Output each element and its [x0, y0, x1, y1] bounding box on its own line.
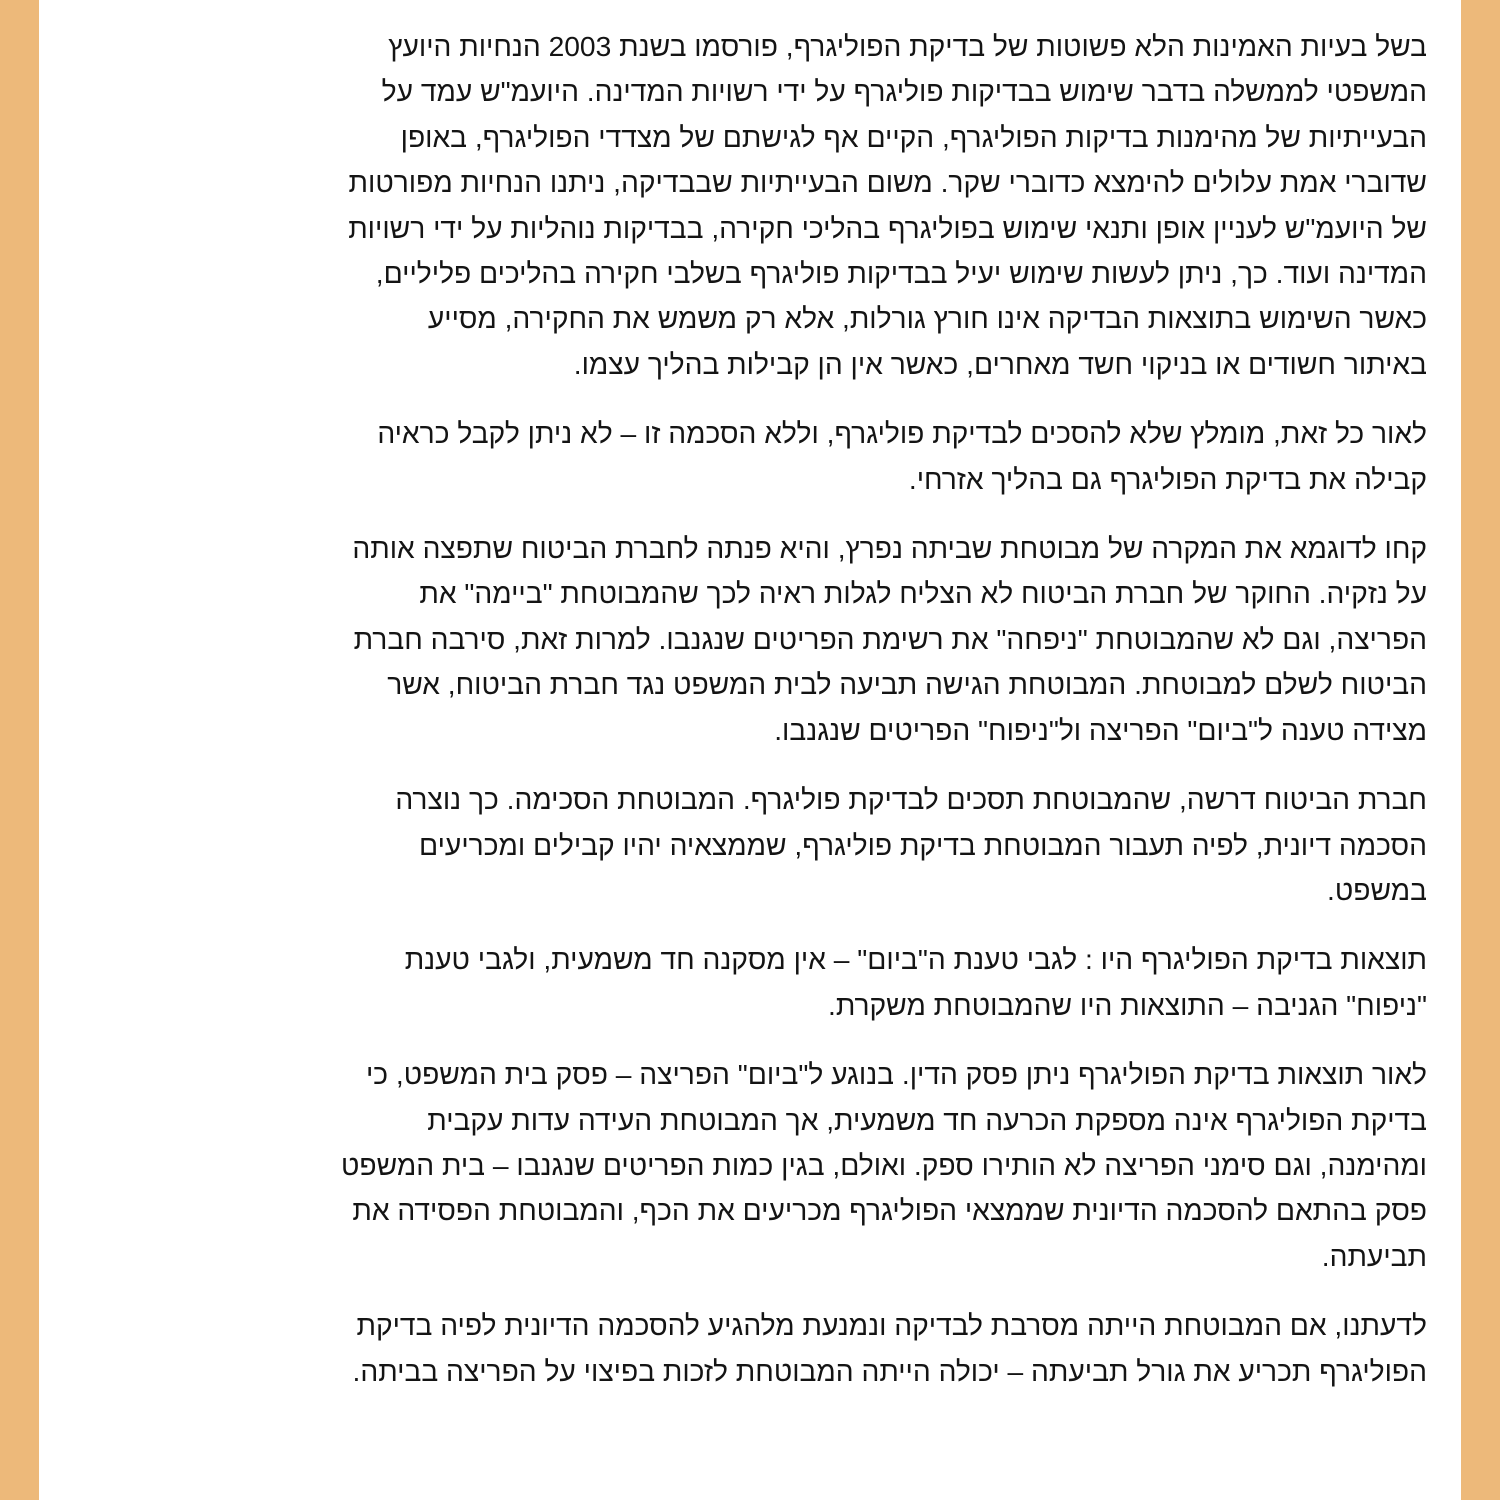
page-sheet: [39, 0, 1461, 1500]
paragraph-verdict: לאור תוצאות בדיקת הפוליגרף ניתן פסק הדין. בנוגע ל"ביום" הפריצה – פסק בית המשפט, כי בדיקת הפוליגרף אינה מספקת הכרעה חד משמעית, אך המבוטחת העידה עדות עקבית ומהימנה, וגם סימני הפריצה לא הותירו ספק. ואולם, בגין כמות הפריטים שנגנבו – בית המשפט פסק בהתאם להסכמה הדיונית שממצאי הפוליגרף מכריעים את הכף, והמבוטחת הפסידה את תביעתה.: [340, 1058, 1427, 1272]
paragraph-case-example: קחו לדוגמא את המקרה של מבוטחת שביתה נפרץ, והיא פנתה לחברת הביטוח שתפצה אותה על נזקיה. החוקר של חברת הביטוח לא הצליח לגלות ראיה לכך שהמבוטחת "ביימה" את הפריצה, וגם לא שהמבוטחת "ניפחה" את רשימת הפריטים שנגנבו. למרות זאת, סירבה חברת הביטוח לשלם למבוטחת. המבוטחת הגישה תביעה לבית המשפט נגד חברת הביטוח, אשר מצידה טענה ל"ביום" הפריצה ול"ניפוח" הפריטים שנגנבו.: [352, 532, 1427, 746]
paragraph-polygraph-reliability: בשל בעיות האמינות הלא פשוטות של בדיקת הפוליגרף, פורסמו בשנת 2003 הנחיות היועץ המשפטי לממשלה בדבר שימוש בבדיקות פוליגרף על ידי רשויות המדינה. היועמ"ש עמד על הבעייתיות של מהימנות בדיקות הפוליגרף, הקיים אף לגישתם של מצדדי הפוליגרף, באופן שדוברי אמת עלולים להימצא כדוברי שקר. משום הבעייתיות שבבדיקה, ניתנו הנחיות מפורטות של היועמ"ש לעניין אופן ותנאי שימוש בפוליגרף בהליכי חקירה, בבדיקות נוהליות על ידי רשויות המדינה ועוד. כך, ניתן לעשות שימוש יעיל בבדיקות פוליגרף בשלבי חקירה בהליכים פליליים, כאשר השימוש בתוצאות הבדיקה אינו חורץ גורלות, אלא רק משמש את החקירה, מסייע באיתור חשודים או בניקוי חשד מאחרים, כאשר אין הן קבילות בהליך עצמו.: [348, 30, 1427, 380]
article-body: [75, 24, 1427, 1418]
paragraph-recommendation: לאור כל זאת, מומלץ שלא להסכים לבדיקת פוליגרף, וללא הסכמה זו – לא ניתן לקבל כראיה קבילה את בדיקת הפוליגרף גם בהליך אזרחי.: [377, 417, 1427, 495]
paragraph-test-results: תוצאות בדיקת הפוליגרף היו : לגבי טענת ה"ביום" – אין מסקנה חד משמעית, ולגבי טענת "ניפוח" הגניבה – התוצאות היו שהמבוטחת משקרת.: [404, 943, 1427, 1021]
paragraph-procedural-agreement: חברת הביטוח דרשה, שהמבוטחת תסכים לבדיקת פוליגרף. המבוטחת הסכימה. כך נוצרה הסכמה דיונית, לפיה תעבור המבוטחת בדיקת פוליגרף, שממצאיה יהיו קבילים ומכריעים במשפט.: [395, 783, 1427, 906]
paragraph-conclusion: לדעתנו, אם המבוטחת הייתה מסרבת לבדיקה ונמנעת מלהגיע להסכמה הדיונית לפיה בדיקת הפוליגרף תכריע את גורל תביעתה – יכולה הייתה המבוטחת לזכות בפיצוי על הפריצה בביתה.: [352, 1309, 1427, 1387]
